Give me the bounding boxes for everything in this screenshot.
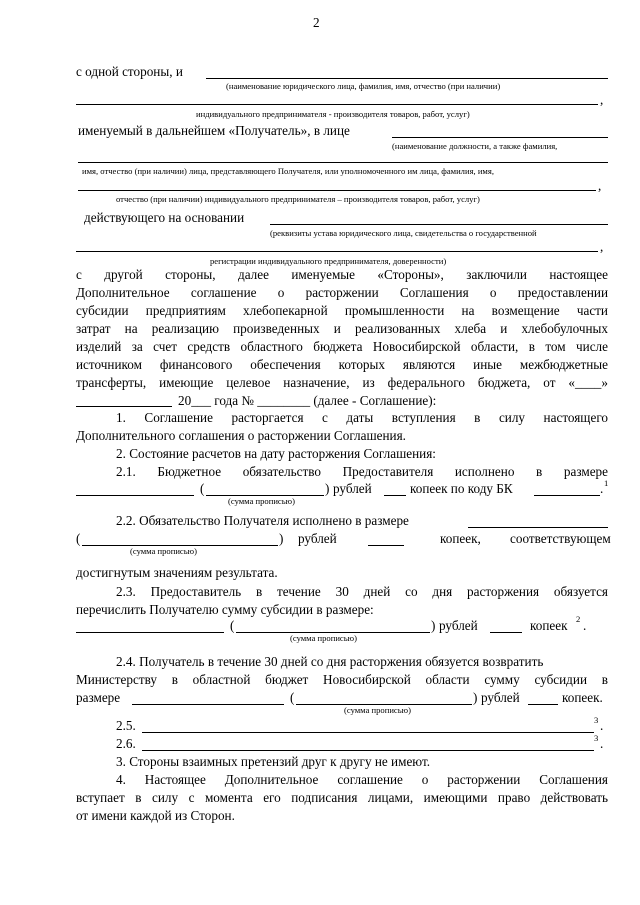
clause-4-line-3: от имени каждой из Сторон. <box>76 808 235 823</box>
clause-2-2-close-paren: ) <box>279 531 284 546</box>
clause-2-4-close-paren: ) <box>473 690 478 705</box>
agreement-date-line <box>76 406 172 407</box>
recipient-hint-position: (наименование должности, а также фамилия, <box>392 141 558 151</box>
clause-2-4-rubles: рублей <box>481 690 520 705</box>
clause-2-1-hint: (сумма прописью) <box>228 496 295 506</box>
clause-3: 3. Стороны взаимных претензий друг к другу не имеют. <box>116 754 431 769</box>
clause-2-1-footnote: 1 <box>604 478 609 488</box>
clause-2-3-rubles: рублей <box>439 618 478 633</box>
preamble-line: субсидии предприятиям хлебопекарной промышленности на возмещение части <box>76 303 608 318</box>
party1-hint-name: (наименование юридического лица, фамилия, имя, отчество (при наличии) <box>226 81 501 91</box>
clause-2-1-close-paren: ) <box>325 481 330 496</box>
party1-entrepreneur-line <box>76 104 598 105</box>
clause-2-3-period: . <box>583 618 587 633</box>
clause-4-line-2: вступает в силу с момента его подписания лицами, имеющими право действовать <box>76 790 608 805</box>
clause-2-4-open-paren: ( <box>290 690 295 705</box>
clause-2-3-close-paren: ) <box>431 618 436 633</box>
clause-2-4-kopecks-line <box>528 704 558 705</box>
page-number: 2 <box>313 15 320 30</box>
basis-hint-registration: регистрации индивидуального предпринимателя, доверенности) <box>210 256 447 266</box>
clause-2-6-period: . <box>600 736 604 751</box>
clause-2-3-footnote: 2 <box>576 614 581 624</box>
preamble-line: с другой стороны, далее именуемые «Стороны», заключили настоящее <box>76 267 608 282</box>
clause-2-4-amount-line <box>132 704 284 705</box>
clause-2-4-line-2: Министерству в областной бюджет Новосибирской области сумму субсидии в <box>76 672 608 687</box>
clause-2-1-amount-line <box>76 495 194 496</box>
recipient-name-line <box>78 162 608 163</box>
preamble-line: изделий за счет средств областного бюджета Новосибирской области, в том числе <box>76 339 608 354</box>
clause-2-4-kopecks-label: копеек. <box>562 690 603 705</box>
clause-2-1-kbk-line <box>534 495 600 496</box>
recipient-comma: , <box>598 178 602 193</box>
party1-comma: , <box>600 92 604 107</box>
party1-name-line <box>206 78 608 79</box>
recipient-lead: именуемый в дальнейшем «Получатель», в лице <box>78 123 350 138</box>
clause-2-5-number: 2.5. <box>116 718 136 733</box>
preamble-line: источником финансового обеспечения которых являются иные межбюджетные <box>76 357 608 372</box>
clause-2-1-kopecks-line <box>384 495 406 496</box>
recipient-hint-name: имя, отчество (при наличии) лица, представляющего Получателя, или уполномоченного им лица, фамилия, имя, <box>82 166 494 176</box>
preamble-line: Дополнительное соглашение о расторжении Соглашения о предоставлении <box>76 285 608 300</box>
clause-2-3-kopecks-label: копеек <box>530 618 568 633</box>
clause-2-2-amount-line <box>468 527 608 528</box>
preamble-line: затрат на реализацию произведенных и реализованных хлеба и хлебобулочных <box>76 321 608 336</box>
clause-4-line-1: 4. Настоящее Дополнительное соглашение о расторжении Соглашения <box>116 772 608 787</box>
clause-2-4-line-1: 2.4. Получатель в течение 30 дней со дня расторжения обязуется возвратить <box>116 654 544 669</box>
clause-2-1-kopecks-label: копеек по коду БК <box>410 481 513 496</box>
clause-2-2-conforming: соответствующем <box>510 531 611 546</box>
clause-2-6-footnote: 3 <box>594 733 599 743</box>
recipient-hint-patronymic: отчество (при наличии) индивидуального предпринимателя – производителя товаров, работ, услуг) <box>116 194 480 204</box>
basis-registration-line <box>76 251 598 252</box>
clause-2-3-kopecks-line <box>490 632 522 633</box>
clause-2-4-hint: (сумма прописью) <box>344 705 411 715</box>
clause-2-5-period: . <box>600 718 604 733</box>
clause-1-line-1: 1. Соглашение расторгается с даты вступления в силу настоящего <box>116 410 608 425</box>
clause-2-6-line <box>142 750 594 751</box>
clause-2-4-lead-3: размере <box>76 690 121 705</box>
preamble-date-tail: 20___ года № ________ (далее - Соглашение): <box>178 393 437 408</box>
clause-2-3-amount-line <box>76 632 224 633</box>
clause-1-line-2: Дополнительного соглашения о расторжении Соглашения. <box>76 428 406 443</box>
clause-2-5-line <box>142 732 594 733</box>
recipient-position-line <box>392 137 608 138</box>
clause-2-3-line-2: перечислить Получателю сумму субсидии в размере: <box>76 602 374 617</box>
clause-2-2-hint: (сумма прописью) <box>130 546 197 556</box>
party1-lead: с одной стороны, и <box>76 64 183 79</box>
clause-2-2-line-3: достигнутым значениям результата. <box>76 565 278 580</box>
clause-2-2-kopecks-label: копеек, <box>440 531 481 546</box>
clause-2-2-open-paren: ( <box>76 531 81 546</box>
party1-hint-entrepreneur: индивидуального предпринимателя - производителя товаров, работ, услуг) <box>196 109 470 119</box>
clause-2-5-footnote: 3 <box>594 715 599 725</box>
clause-2-heading: 2. Состояние расчетов на дату расторжения Соглашения: <box>116 446 436 461</box>
clause-2-3-line-1: 2.3. Предоставитель в течение 30 дней со дня расторжения обязуется <box>116 584 608 599</box>
recipient-patronymic-line <box>78 190 596 191</box>
clause-2-1-line-1: 2.1. Бюджетное обязательство Предоставителя исполнено в размере <box>116 464 608 479</box>
clause-2-6-number: 2.6. <box>116 736 136 751</box>
clause-2-3-hint: (сумма прописью) <box>290 633 357 643</box>
clause-2-1-rubles: рублей <box>333 481 372 496</box>
basis-hint-charter: (реквизиты устава юридического лица, свидетельства о государственной <box>270 228 537 238</box>
preamble-line: трансферты, имеющие целевое назначение, из федерального бюджета, от «____» <box>76 375 608 390</box>
clause-2-1-period: . <box>600 481 604 496</box>
basis-document-line <box>270 224 608 225</box>
clause-2-2-line-1: 2.2. Обязательство Получателя исполнено в размере <box>116 513 409 528</box>
clause-2-2-rubles: рублей <box>298 531 337 546</box>
basis-comma: , <box>600 239 604 254</box>
basis-lead: действующего на основании <box>84 210 245 225</box>
clause-2-1-open-paren: ( <box>200 481 205 496</box>
clause-2-3-open-paren: ( <box>230 618 235 633</box>
clause-2-2-kopecks-line <box>368 545 404 546</box>
